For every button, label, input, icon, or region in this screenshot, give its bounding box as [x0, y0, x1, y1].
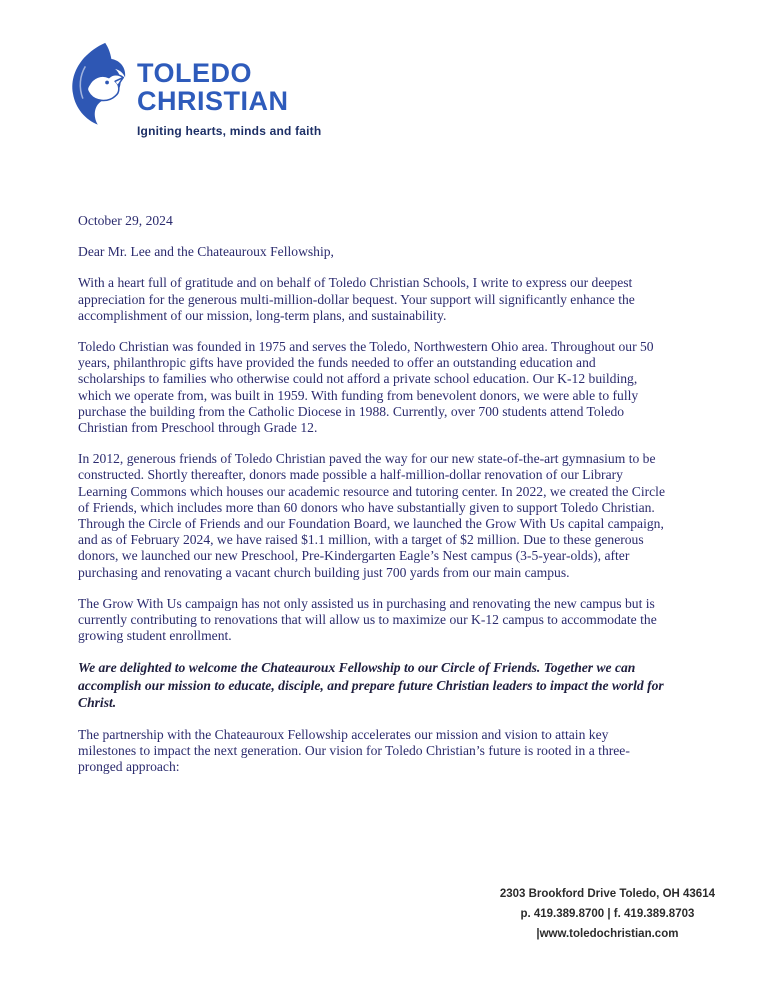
eagle-logo-icon	[68, 40, 130, 130]
salutation: Dear Mr. Lee and the Chateauroux Fellowship,	[78, 244, 334, 260]
paragraph-grow-with-us: The Grow With Us campaign has not only assisted us in purchasing and renovating the new campus but is currently contributing to renovations that will allow us to maximize our K-12 campus to accommodate the growing student enrollment.	[78, 595, 657, 644]
footer-website: |www.toledochristian.com	[536, 928, 679, 940]
logo-name	[137, 60, 321, 115]
letterhead	[0, 0, 765, 160]
logo-name-line2: CHRISTIAN	[137, 85, 289, 116]
letter-body	[78, 213, 666, 791]
date-line: October 29, 2024	[78, 213, 173, 228]
footer-address: 2303 Brookford Drive Toledo, OH 43614	[499, 888, 715, 900]
logo-wordmark	[137, 60, 321, 138]
paragraph-history: Toledo Christian was founded in 1975 and serves the Toledo, Northwestern Ohio area. Throughout our 50 years, philanthropic gifts have provided the funds needed to offer an outstanding education and scholarships to families who otherwise could not afford a private school education. Our K-12 building, which we operate from, was built in 1959. With funding from benevolent donors, we were able to fully purchase the building from the Catholic Diocese in 1988. Currently, over 700 students attend Toledo Christian from Preschool through Grade 12.	[78, 339, 654, 436]
logo-name-line1: TOLEDO	[137, 58, 253, 88]
paragraph-partnership: The partnership with the Chateauroux Fellowship accelerates our mission and vision to attain key milestones to impact the next generation. Our vision for Toledo Christian’s future is rooted in a three-pronged approach:	[78, 726, 630, 775]
letter-footer	[500, 884, 715, 944]
paragraph-campaign: In 2012, generous friends of Toledo Christian paved the way for our new state-of-the-art gymnasium to be constructed. Shortly thereafter, donors made possible a half-million-dollar renovation of our Library Learning Commons which houses our academic resource and tutoring center. In 2022, we created the Circle of Friends, which includes more than 60 donors who have substantially given to support Toledo Christian. Through the Circle of Friends and our Foundation Board, we launched the Grow With Us capital campaign, and as of February 2024, we have raised $1.1 million, with a target of $2 million. Due to these generous donors, we launched our new Preschool, Pre-Kindergarten Eagle’s Nest campus (3-5-year-olds), after purchasing and renovating a vacant church building just 700 yards from our main campus.	[78, 451, 665, 580]
footer-phone-fax: p. 419.389.8700 | f. 419.389.8703	[520, 908, 695, 920]
paragraph-gratitude: With a heart full of gratitude and on behalf of Toledo Christian Schools, I write to express our deepest appreciation for the generous multi-million-dollar bequest. Your support will significantly enhance the accomplishment of our mission, long-term plans, and sustainability.	[78, 275, 635, 323]
logo-tagline: Igniting hearts, minds and faith	[137, 124, 322, 139]
paragraph-welcome-emphasis: We are delighted to welcome the Chateauroux Fellowship to our Circle of Friends. Together we can accomplish our mission to educate, disciple, and prepare future Christian leaders to impact the world for Christ.	[78, 660, 664, 711]
